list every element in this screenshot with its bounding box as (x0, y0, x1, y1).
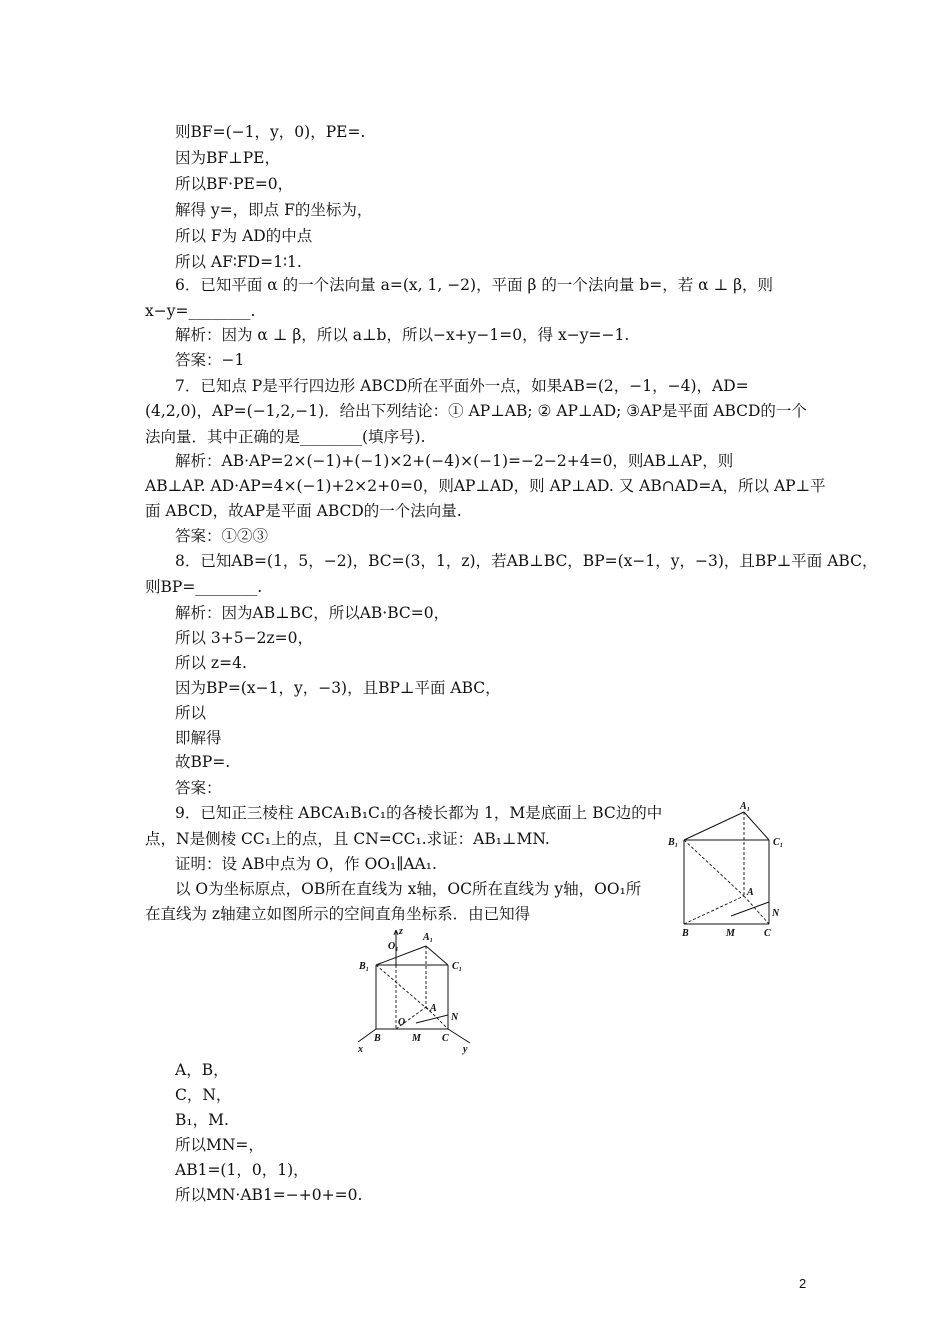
figure1-label: N (772, 908, 780, 919)
figure2-label: A (430, 1003, 437, 1014)
text-line: 所以BF·PE=0， (175, 175, 294, 193)
solution-8: 解析：因为AB⊥BC，所以AB·BC=0， (175, 604, 450, 622)
text-line: 故BP=. (175, 753, 231, 771)
text-line: 所以 F为 AD的中点 (175, 227, 313, 245)
solution-6: 解析：因为 α ⊥ β，所以 a⊥b，所以−x+y−1=0，得 x−y=−1. (175, 326, 630, 344)
figure1-label: A₁ (740, 801, 751, 812)
text-line: 所以MN·AB1=−+0+=0. (175, 1186, 363, 1204)
text-line: 即解得 (175, 729, 222, 747)
answer-8: 答案： (175, 779, 222, 797)
text-line: AB⊥AP. AD·AP=4×(−1)+2×2+0=0，则AP⊥AD，则 AP⊥AD. 又 AB∩AD=A，所以 AP⊥平 (145, 477, 826, 495)
text-line: 所以 z=4. (175, 654, 247, 672)
question-9: 9．已知正三棱柱 ABCA₁B₁C₁的各棱长都为 1，M是底面上 BC边的中 (175, 804, 663, 822)
page-number: 2 (799, 1276, 807, 1291)
text-line: x−y=________. (145, 302, 256, 320)
figure2-label: C (442, 1033, 449, 1044)
figure2-label: z (399, 926, 403, 937)
text-line: 因为BF⊥PE， (175, 149, 280, 167)
text-line: 则BF=(−1，y，0)，PE=. (175, 123, 366, 141)
text-line: 所以 (175, 704, 207, 722)
text-line: AB1=(1，0，1)， (175, 1161, 309, 1179)
figure1-label: M (726, 928, 735, 939)
figure2-label: B (374, 1033, 381, 1044)
text-line: 所以MN=， (175, 1136, 264, 1154)
text-line: 法向量．其中正确的是________(填序号). (145, 428, 426, 446)
text-line: 在直线为 z轴建立如图所示的空间直角坐标系．由已知得 (145, 905, 531, 923)
figure2-label: N (451, 1012, 459, 1023)
figure1-label: C (764, 928, 771, 939)
text-line: 点，N是侧棱 CC₁上的点，且 CN=CC₁.求证：AB₁⊥MN. (145, 830, 550, 848)
figure2-label: y (463, 1044, 468, 1055)
text-line: 以 O为坐标原点，OB所在直线为 x轴，OC所在直线为 y轴，OO₁所 (175, 880, 642, 898)
proof-9: 证明：设 AB中点为 O，作 OO₁∥AA₁. (175, 855, 437, 873)
solution-7: 解析：AB·AP=2×(−1)+(−1)×2+(−4)×(−1)=−2−2+4=0，则AB⊥AP，则 (175, 452, 734, 470)
figure1-label: B (682, 928, 689, 939)
coordinate-figure (350, 925, 485, 1055)
answer-6: 答案：−1 (175, 351, 245, 369)
figure1-label: C₁ (773, 837, 784, 848)
text-line: 解得 y=，即点 F的坐标为， (175, 201, 373, 219)
figure2-label: O₁ (388, 941, 399, 952)
figure1-label: A (747, 887, 754, 898)
question-7: 7．已知点 P是平行四边形 ABCD所在平面外一点，如果AB=(2，−1，−4)，AD= (175, 377, 749, 395)
figure2-label: O (398, 1017, 406, 1028)
figure2-label: C₁ (452, 961, 463, 972)
figure2-label: B₁ (359, 961, 370, 972)
figure2-label: A₁ (423, 932, 434, 943)
figure2-label: M (412, 1033, 421, 1044)
text-line: B₁，M. (175, 1111, 229, 1129)
text-line: 面 ABCD，故AP是平面 ABCD的一个法向量. (145, 502, 462, 520)
text-line: 因为BP=(x−1，y，−3)，且BP⊥平面 ABC， (175, 679, 501, 697)
text-line: 所以 3+5−2z=0， (175, 629, 314, 647)
answer-7: 答案：①②③ (175, 527, 269, 545)
prism-figure (664, 798, 794, 943)
text-line: 所以 AF∶FD=1∶1. (175, 253, 302, 271)
text-line: A，B， (175, 1061, 229, 1079)
text-line: 则BP=________. (145, 578, 263, 596)
question-6: 6．已知平面 α 的一个法向量 a=(x, 1, −2)，平面 β 的一个法向量 b=，若 α ⊥ β，则 (175, 276, 774, 294)
figure1-label: B₁ (668, 837, 679, 848)
text-line: (4,2,0)，AP=(−1,2,−1)．给出下列结论：① AP⊥AB; ② AP⊥AD; ③AP是平面 ABCD的一个 (145, 402, 807, 420)
text-line: C，N， (175, 1086, 232, 1104)
question-8: 8．已知AB=(1，5，−2)，BC=(3，1，z)，若AB⊥BC，BP=(x−1，y，−3)，且BP⊥平面 ABC， (175, 552, 878, 570)
figure2-label: x (358, 1044, 363, 1055)
